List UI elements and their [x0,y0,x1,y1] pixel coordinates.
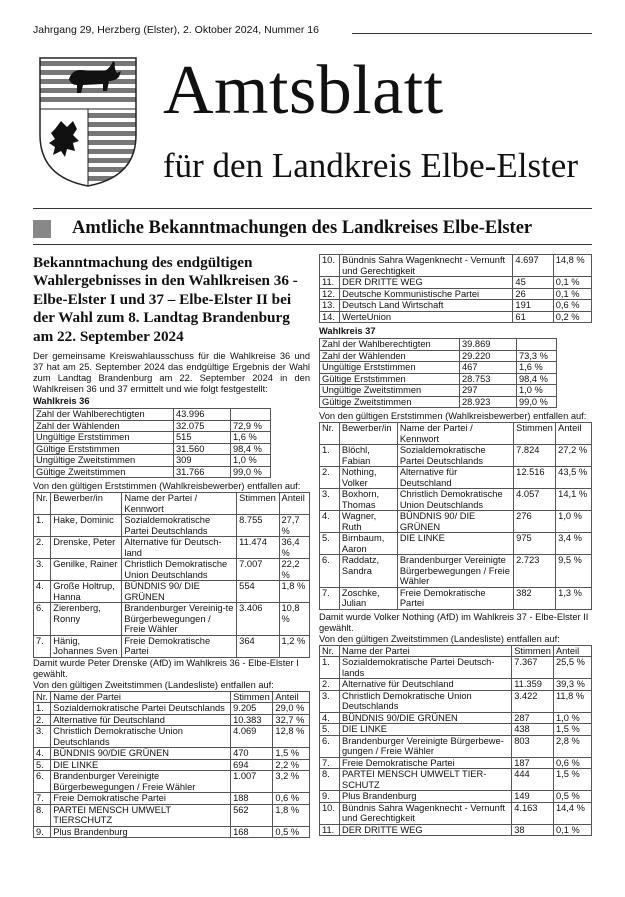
col-header: Anteil [553,645,591,657]
table-cell: 6. [34,771,51,793]
table-cell: 3.422 [512,690,554,712]
col-header: Stimmen [231,691,273,703]
wk37-stats-table [319,338,557,408]
table-cell: 29,0 % [273,703,310,715]
table-row [320,511,592,533]
stats-label: Zahl der Wahlberechtigten [320,339,460,351]
table-cell: 1,3 % [556,587,592,609]
table-row [320,277,592,289]
table-cell: 9,5 % [556,555,592,588]
table-cell: 2,2 % [273,759,310,771]
stats-value: 28.753 [460,373,517,385]
wk37-parties-table [319,645,592,837]
table-cell: 1,0 % [553,712,591,724]
table-row [320,724,592,736]
col-header: Anteil [556,423,592,445]
col-header: Bewerber/in [51,493,122,515]
table-row [320,690,592,712]
table-cell: 5. [34,759,51,771]
table-cell: 4.163 [512,802,554,824]
table-cell: 7. [34,793,51,805]
col-header: Nr. [320,423,340,445]
table-cell: 9.205 [231,703,273,715]
table-row [320,445,592,467]
table-cell: 7. [320,757,340,769]
table-row [34,748,310,760]
col-header: Stimmen [512,645,554,657]
table-cell: 554 [237,581,279,603]
table-cell: Deutsche Kommunistische Partei [340,288,513,300]
table-cell: 7.367 [512,657,554,679]
table-cell: Zoschke, Julian [339,587,397,609]
col-header: Stimmen [237,493,279,515]
table-cell: 4.697 [513,255,553,277]
table-cell: Brandenburger Vereinigte Bürgerbewegungen / Freie Wähler [397,555,513,588]
table-cell: 61 [513,311,553,323]
stats-percent: 1,6 % [517,362,557,374]
stats-row [320,339,557,351]
table-cell: Sozialdemokratische Partei Deutschlands [122,515,237,537]
table-row [320,533,592,555]
col-header: Bewerber/in [339,423,397,445]
stats-label: Ungültige Erststimmen [34,432,174,444]
wk36-heading: Wahlkreis 36 [33,396,90,407]
table-cell: 14,4 % [553,802,591,824]
table-cell: 14,1 % [556,489,592,511]
table-cell: Brandenburger Vereinigte Bürgerbewegungen / Freie Wähler [51,771,231,793]
table-cell: DER DRITTE WEG [340,824,512,836]
table-row [320,300,592,312]
table-cell: Deutsch Land Wirtschaft [340,300,513,312]
stats-value: 28.923 [460,396,517,408]
table-cell: Boxhorn, Thomas [339,489,397,511]
stats-value: 515 [174,432,231,444]
stats-label: Gültige Erststimmen [34,443,174,455]
table-cell: 803 [512,735,554,757]
table-cell: 3,2 % [273,771,310,793]
table-cell: 5. [320,533,340,555]
table-row [34,581,310,603]
table-cell: 6. [320,555,340,588]
coat-of-arms-icon [39,57,137,187]
table-cell: 4. [34,581,51,603]
issue-line: Jahrgang 29, Herzberg (Elster), 2. Oktober 2024, Nummer 16 [33,24,319,36]
table-row [34,771,310,793]
table-row [320,311,592,323]
table-cell: 3. [34,726,51,748]
wk36-winner: Damit wurde Peter Drenske (AfD) im Wahlkreis 36 - Elbe-Elster I gewählt. [33,657,299,679]
table-cell: 975 [514,533,556,555]
table-cell: Plus Brandenburg [340,791,512,803]
table-cell: Alternative für Deutschland [51,714,231,726]
col-header: Name der Partei [51,691,231,703]
stats-value: 467 [460,362,517,374]
table-cell: Christlich Demokratische Union Deutschlands [122,559,237,581]
table-cell: Nothing, Volker [339,467,397,489]
table-cell: 9. [320,791,340,803]
table-row [320,657,592,679]
stats-row [34,409,271,421]
section-rule-bottom [33,244,592,245]
table-cell: BÜNDNIS 90/ DIE GRÜNEN [397,511,513,533]
table-cell: DIE LINKE [340,724,512,736]
table-row [34,537,310,559]
table-cell: 7.007 [237,559,279,581]
wk36-parties-table-cont [319,254,592,323]
stats-label: Zahl der Wählenden [34,420,174,432]
stats-label: Ungültige Zweitstimmen [320,385,460,397]
table-row [320,489,592,511]
table-row [320,791,592,803]
stats-value: 29.220 [460,350,517,362]
stats-value: 43.996 [174,409,231,421]
table-cell: WerteUnion [340,311,513,323]
table-cell: Freie Demokratische Partei [122,635,237,657]
table-cell: DIE LINKE [397,533,513,555]
article-intro: Der gemeinsame Kreiswahlausschuss für die Wahlkreise 36 und 37 hat am 25. September 2024 das endgültige Ergebnis der Wahl zum Landtag Brandenburg am 22. September 2024 in den Wahlkreisen 36 und 37 ermittelt und wie folgt festgestellt: [33,351,310,395]
table-row [320,757,592,769]
table-cell: 27,2 % [556,445,592,467]
table-cell: Freie Demokratische Partei [51,793,231,805]
table-cell: 382 [514,587,556,609]
table-cell: Alternative für Deutsch-land [122,537,237,559]
table-cell: 43,5 % [556,467,592,489]
table-cell: 1. [320,657,340,679]
wk36-stats-table [33,408,271,478]
col-header: Name der Partei [340,645,512,657]
table-cell: Alternative für Deutschland [397,467,513,489]
table-cell: 2. [34,714,51,726]
wk37-heading: Wahlkreis 37 [319,326,376,336]
table-cell: 188 [231,793,273,805]
wk37-candidates-table [319,422,592,610]
stats-value: 39.869 [460,339,517,351]
stats-row [34,455,271,467]
stats-value: 32.075 [174,420,231,432]
table-cell: 10,8 % [279,603,310,636]
table-cell: 0,1 % [553,288,591,300]
table-cell: Birnbaum, Aaron [339,533,397,555]
table-cell: 38 [512,824,554,836]
table-cell: 10. [320,255,340,277]
table-cell: Genilke, Rainer [51,559,122,581]
left-column [33,254,310,838]
table-cell: 22,2 % [279,559,310,581]
table-row [34,759,310,771]
table-cell: 2.723 [514,555,556,588]
table-cell: 0,1 % [553,824,591,836]
table-row [320,288,592,300]
table-cell: 26 [513,288,553,300]
table-cell: 1.007 [231,771,273,793]
table-cell: 11. [320,277,340,289]
wk37-erst-heading: Von den gültigen Erststimmen (Wahlkreisbewerber) entfallen auf: [319,411,587,421]
table-cell: 14. [320,311,340,323]
table-cell: Plus Brandenburg [51,826,231,838]
table-cell: 11,8 % [553,690,591,712]
wk37-winner: Damit wurde Volker Nothing (AfD) im Wahlkreis 37 - Elbe-Elster II gewählt. [319,611,589,633]
col-header: Nr. [34,493,51,515]
table-row [34,714,310,726]
stats-percent: 99,0 % [517,396,557,408]
table-cell: 287 [512,712,554,724]
table-cell: 470 [231,748,273,760]
table-cell: 32,7 % [273,714,310,726]
page-title: Amtsblatt [163,52,444,129]
stats-percent: 1,0 % [517,385,557,397]
table-cell: BÜNDNIS 90/DIE GRÜNEN [51,748,231,760]
stats-percent: 98,4 % [517,373,557,385]
table-cell: 4. [320,511,340,533]
wk37-zweit-heading: Von den gültigen Zweitstimmen (Landesliste) entfallen auf: [319,633,560,644]
table-row [320,769,592,791]
table-row [34,703,310,715]
stats-row [320,373,557,385]
table-cell: Hake, Dominic [51,515,122,537]
table-cell: 1. [34,703,51,715]
table-cell: 45 [513,277,553,289]
col-header: Nr. [34,691,51,703]
stats-label: Gültige Erststimmen [320,373,460,385]
table-cell: 562 [231,804,273,826]
table-cell: 0,2 % [553,311,591,323]
table-cell: 149 [512,791,554,803]
stats-label: Zahl der Wahlberechtigten [34,409,174,421]
table-cell: 1,5 % [273,748,310,760]
table-cell: 0,6 % [553,757,591,769]
table-row [34,826,310,838]
table-cell: Sozialdemokratische Partei Deutschlands [397,445,513,467]
table-cell: 6. [320,735,340,757]
table-cell: 12.516 [514,467,556,489]
col-header: Anteil [273,691,310,703]
section-rule-top [33,208,592,209]
table-cell: 39,3 % [553,679,591,691]
table-row [34,559,310,581]
stats-row [34,443,271,455]
stats-percent: 73,3 % [517,350,557,362]
stats-row [34,466,271,478]
table-row [320,802,592,824]
stats-label: Ungültige Erststimmen [320,362,460,374]
table-cell: 27,7 % [279,515,310,537]
table-row [320,824,592,836]
table-cell: 0,6 % [553,300,591,312]
stats-row [34,432,271,444]
wk36-zweit-heading: Von den gültigen Zweitstimmen (Landesliste) entfallen auf: [33,679,274,690]
stats-row [320,362,557,374]
page-subtitle: für den Landkreis Elbe-Elster [163,146,578,185]
table-cell: 8. [34,804,51,826]
table-cell: Brandenburger Vereinigte Bürgerbewe-gungen / Freie Wähler [340,735,512,757]
stats-row [320,385,557,397]
table-cell: 276 [514,511,556,533]
table-cell: Freie Demokratische Partei [340,757,512,769]
table-cell: 8. [320,769,340,791]
table-cell: 1. [34,515,51,537]
stats-row [34,420,271,432]
table-row [34,793,310,805]
stats-percent: 99,0 % [231,466,271,478]
table-cell: Hänig, Johannes Sven [51,635,122,657]
stats-percent [517,339,557,351]
wk36-parties-table [33,691,310,839]
table-cell: Blöchl, Fabian [339,445,397,467]
table-row [320,555,592,588]
table-cell: Alternative für Deutschland [340,679,512,691]
col-header: Nr. [320,645,340,657]
table-cell: 14,8 % [553,255,591,277]
stats-label: Gültige Zweitstimmen [34,466,174,478]
table-cell: Sozialdemokratische Partei Deutsch-lands [340,657,512,679]
table-cell: PARTEI MENSCH UMWELT TIER-SCHUTZ [340,769,512,791]
table-cell: Drenske, Peter [51,537,122,559]
table-row [320,712,592,724]
stats-row [320,350,557,362]
stats-label: Ungültige Zweitstimmen [34,455,174,467]
table-cell: 364 [237,635,279,657]
table-cell: 2. [34,537,51,559]
table-cell: 3.406 [237,603,279,636]
wk36-candidates-table [33,492,310,658]
table-cell: 11. [320,824,340,836]
table-cell: 1,5 % [553,769,591,791]
table-cell: 10.383 [231,714,273,726]
table-cell: 11.359 [512,679,554,691]
table-cell: Bündnis Sahra Wagenknecht - Vernunft und Gerechtigkeit [340,255,513,277]
table-cell: Große Holtrup, Hanna [51,581,122,603]
table-cell: DER DRITTE WEG [340,277,513,289]
table-row [320,587,592,609]
table-cell: 1,0 % [556,511,592,533]
table-cell: 4. [34,748,51,760]
article-headline: Bekanntmachung des endgültigen Wahlergebnisses in den Wahlkreisen 36 - Elbe-Elster I und 37 – Elbe-Elster II bei der Wahl zum 8. Landtag Brandenburg am 22. September 2024 [33,254,298,345]
table-cell: 1,2 % [279,635,310,657]
table-cell: PARTEI MENSCH UMWELT TIERSCHUTZ [51,804,231,826]
table-cell: Wagner, Ruth [339,511,397,533]
table-cell: 36,4 % [279,537,310,559]
table-cell: Brandenburger Vereinig-te Bürgerbewegungen / Freie Wähler [122,603,237,636]
stats-label: Gültige Zweitstimmen [320,396,460,408]
table-cell: 3. [320,690,340,712]
table-cell: 3. [34,559,51,581]
table-cell: Christlich Demokratische Union Deutschlands [340,690,512,712]
table-cell: 1,5 % [553,724,591,736]
table-cell: BÜNDNIS 90/DIE GRÜNEN [340,712,512,724]
table-cell: 4. [320,712,340,724]
right-column [319,254,592,836]
wk36-erst-heading: Von den gültigen Erststimmen (Wahlkreisbewerber) entfallen auf: [33,481,301,492]
table-cell: Sozialdemokratische Partei Deutschlands [51,703,231,715]
stats-percent: 1,6 % [231,432,271,444]
table-row [34,804,310,826]
table-cell: 3,4 % [556,533,592,555]
table-cell: 2,8 % [553,735,591,757]
table-row [320,679,592,691]
table-cell: 1,8 % [273,804,310,826]
table-cell: Christlich Demokratische Union Deutschlands [397,489,513,511]
stats-value: 31.560 [174,443,231,455]
table-cell: 187 [512,757,554,769]
col-header: Name der Partei / Kennwort [122,493,237,515]
section-title: Amtliche Bekanntmachungen des Landkreises Elbe-Elster [72,218,533,238]
table-cell: 8.755 [237,515,279,537]
table-cell: 0,6 % [273,793,310,805]
stats-percent: 72,9 % [231,420,271,432]
stats-percent: 1,0 % [231,455,271,467]
table-row [34,635,310,657]
col-header: Anteil [279,493,310,515]
table-cell: 11.474 [237,537,279,559]
stats-percent: 98,4 % [231,443,271,455]
stats-row [320,396,557,408]
table-cell: 25,5 % [553,657,591,679]
stats-label: Zahl der Wählenden [320,350,460,362]
table-cell: Raddatz, Sandra [339,555,397,588]
stats-value: 31.766 [174,466,231,478]
table-cell: 7. [320,587,340,609]
table-row [320,735,592,757]
table-cell: 4.057 [514,489,556,511]
table-row [34,515,310,537]
col-header: Stimmen [514,423,556,445]
table-cell: 2. [320,467,340,489]
table-cell: 694 [231,759,273,771]
table-cell: Bündnis Sahra Wagenknecht - Vernunft und Gerechtigkeit [340,802,512,824]
table-cell: 6. [34,603,51,636]
section-marker-icon [33,220,51,238]
stats-percent [231,409,271,421]
table-cell: 0,5 % [273,826,310,838]
table-row [34,603,310,636]
col-header: Name der Partei / Kennwort [397,423,513,445]
stats-value: 297 [460,385,517,397]
table-cell: 7. [34,635,51,657]
table-cell: 5. [320,724,340,736]
table-cell: Zierenberg, Ronny [51,603,122,636]
table-cell: 2. [320,679,340,691]
header-rule [352,33,592,34]
table-cell: Freie Demokratische Partei [397,587,513,609]
table-cell: 444 [512,769,554,791]
table-cell: 1. [320,445,340,467]
table-cell: Christlich Demokratische Union Deutschlands [51,726,231,748]
table-cell: 168 [231,826,273,838]
table-cell: 191 [513,300,553,312]
table-row [320,255,592,277]
table-cell: 12,8 % [273,726,310,748]
table-cell: 7.824 [514,445,556,467]
table-row [34,726,310,748]
table-row [320,467,592,489]
table-cell: 0,5 % [553,791,591,803]
table-cell: 9. [34,826,51,838]
table-cell: 10. [320,802,340,824]
table-cell: 12. [320,288,340,300]
table-cell: 1,8 % [279,581,310,603]
table-cell: BÜNDNIS 90/ DIE GRÜNEN [122,581,237,603]
table-cell: 4.069 [231,726,273,748]
table-cell: 3. [320,489,340,511]
stats-value: 309 [174,455,231,467]
table-cell: DIE LINKE [51,759,231,771]
table-cell: 13. [320,300,340,312]
table-cell: 0,1 % [553,277,591,289]
table-cell: 438 [512,724,554,736]
